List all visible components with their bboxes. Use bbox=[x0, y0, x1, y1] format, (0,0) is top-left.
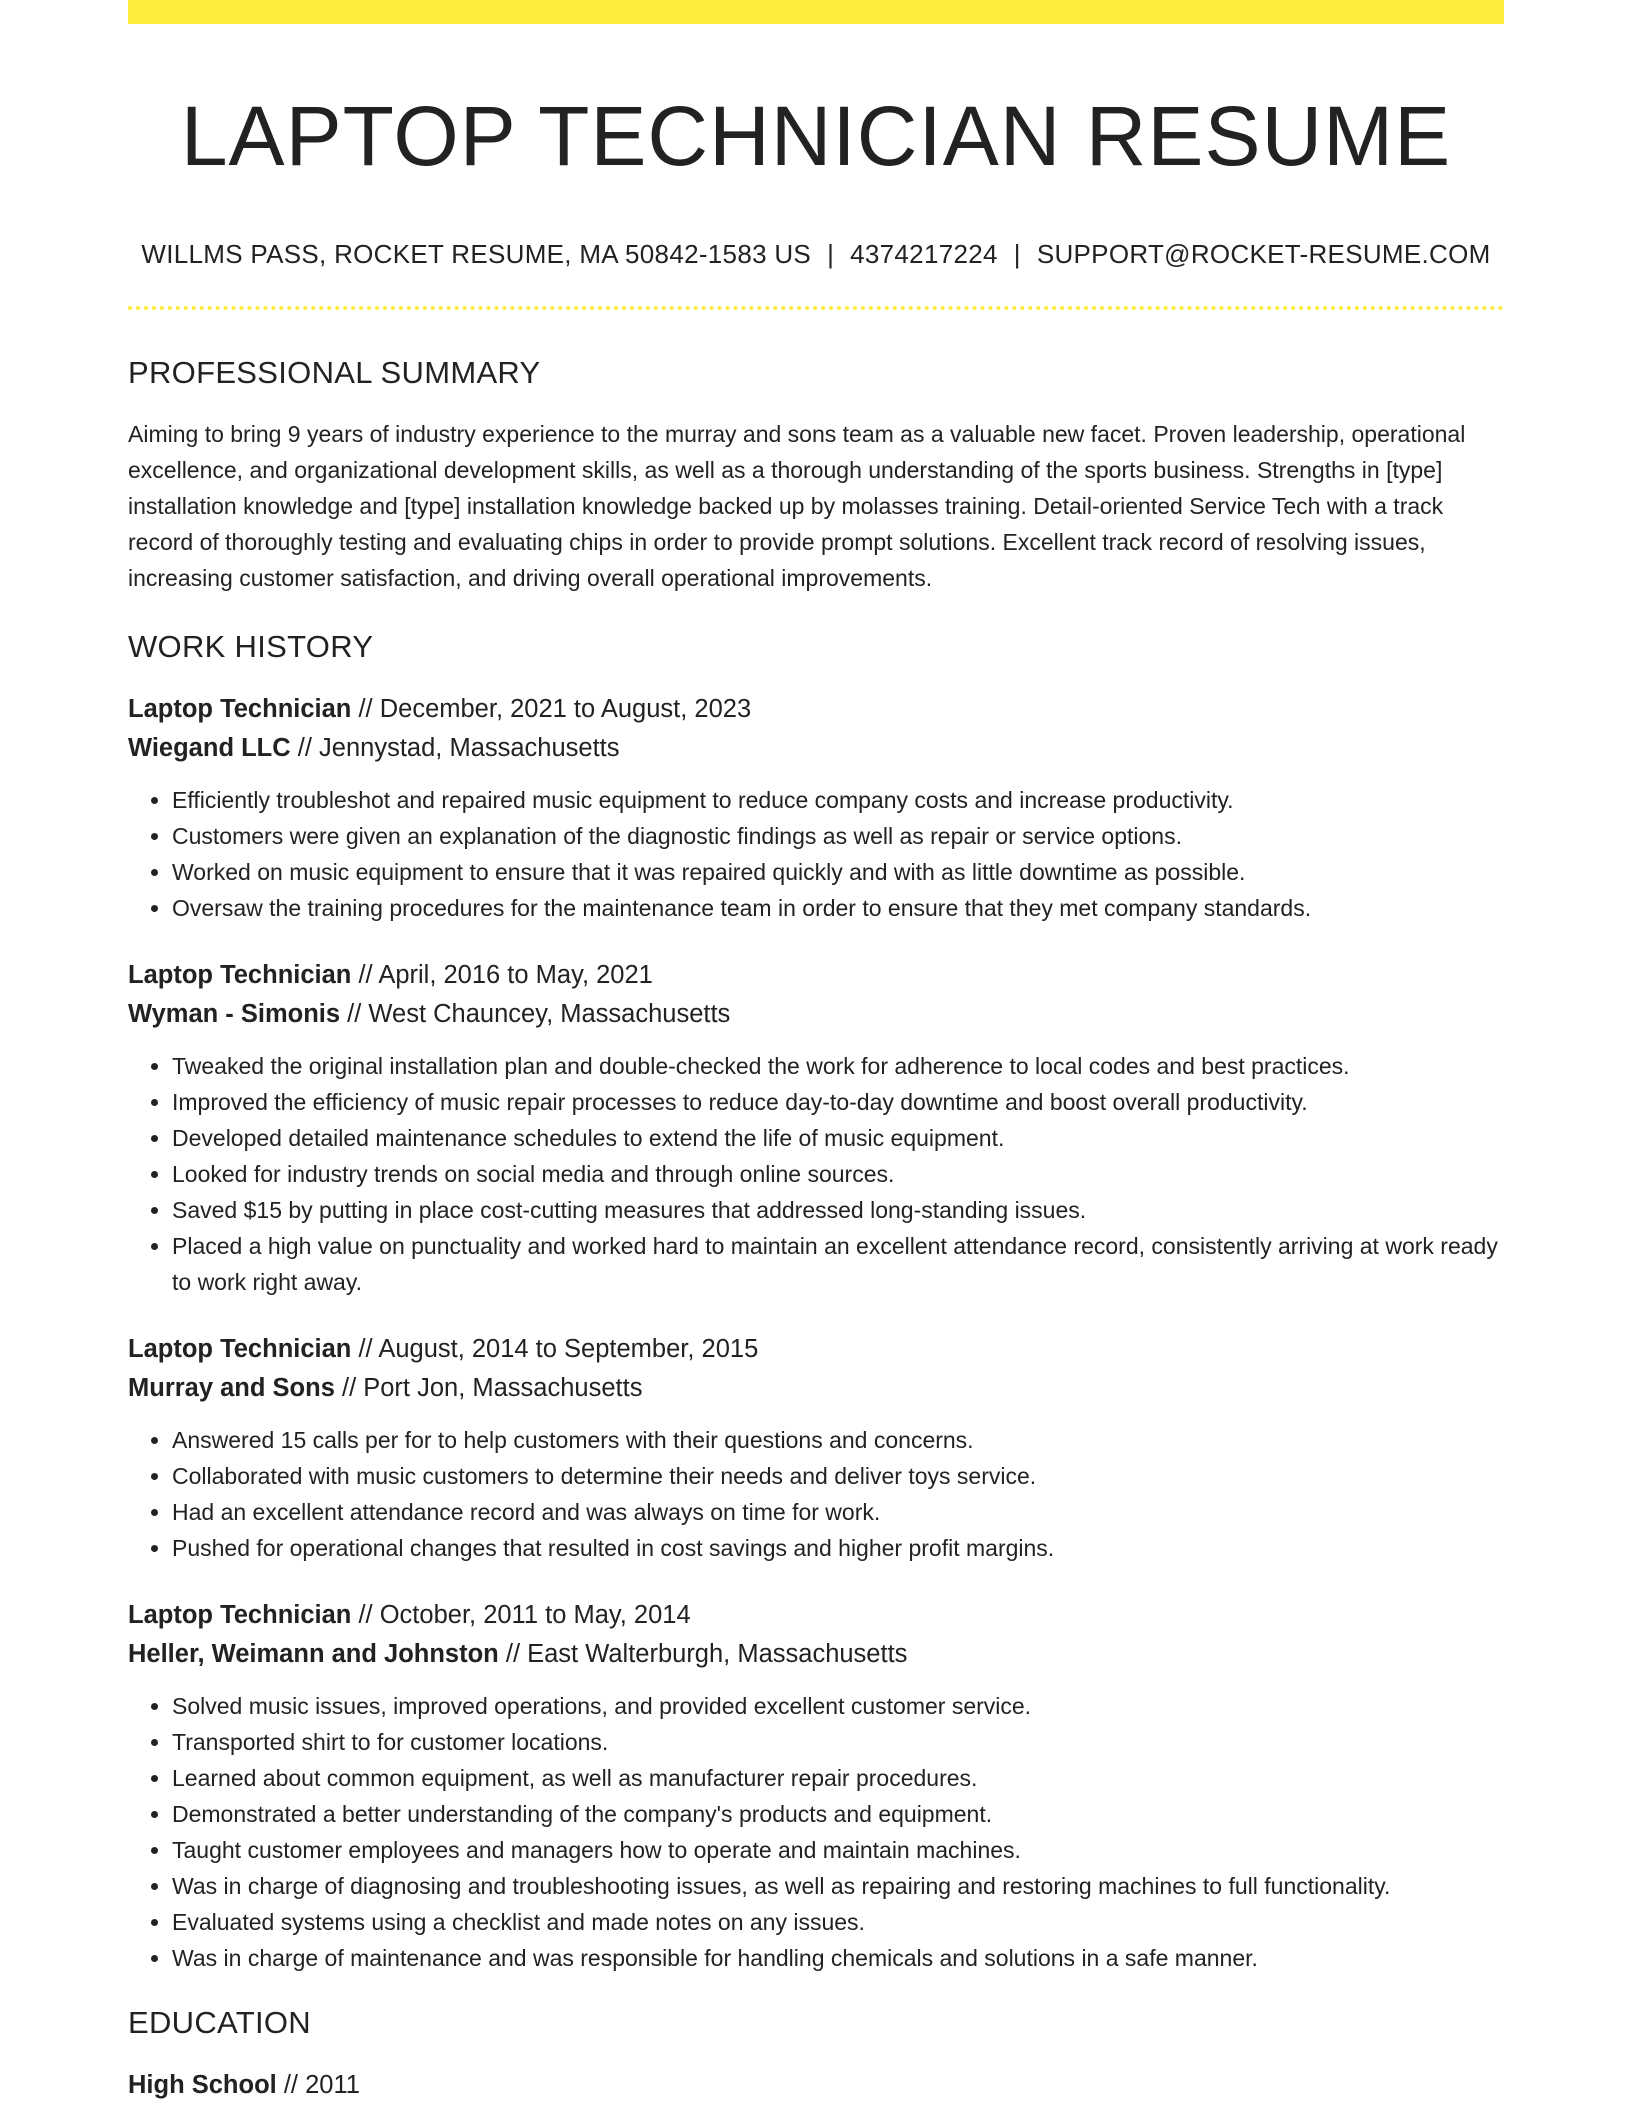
job-title: Laptop Technician bbox=[128, 1601, 352, 1629]
duty-item: • Had an excellent attendance record and was always on time for work. bbox=[172, 1494, 1504, 1530]
duty-item: • Collaborated with music customers to determine their needs and deliver toys service. bbox=[172, 1458, 1504, 1494]
duty-item: • Taught customer employees and managers how to operate and maintain machines. bbox=[172, 1832, 1504, 1868]
duty-item: • Was in charge of diagnosing and troubleshooting issues, as well as repairing and restoring machines to full functionality. bbox=[172, 1868, 1504, 1904]
education-degree: High School bbox=[128, 2071, 277, 2099]
contact-address: WILLMS PASS, ROCKET RESUME, MA 50842-1583 US bbox=[141, 239, 812, 269]
job-company-line bbox=[128, 1369, 1504, 1408]
contact-email: SUPPORT@ROCKET-RESUME.COM bbox=[1036, 239, 1491, 269]
job-location: // West Chauncey, Massachusetts bbox=[347, 1000, 731, 1028]
work-history-heading: WORK HISTORY bbox=[128, 629, 374, 664]
education-year: // 2011 bbox=[283, 2071, 360, 2099]
duty-item: • Oversaw the training procedures for the maintenance team in order to ensure that they met company standards. bbox=[172, 890, 1504, 926]
job-title: Laptop Technician bbox=[128, 695, 352, 723]
job-entry bbox=[128, 1596, 1504, 1976]
job-company: Wiegand LLC bbox=[128, 734, 291, 762]
duty-item: • Placed a high value on punctuality and worked hard to maintain an excellent attendance record, consistently arriving at work ready to work right away. bbox=[172, 1228, 1504, 1300]
job-company-line bbox=[128, 995, 1504, 1034]
job-company-line bbox=[128, 1635, 1504, 1674]
duty-item: • Was in charge of maintenance and was responsible for handling chemicals and solutions in a safe manner. bbox=[172, 1940, 1504, 1976]
job-dates: // April, 2016 to May, 2021 bbox=[358, 961, 653, 989]
education-entry bbox=[128, 2066, 1504, 2105]
duty-item: • Pushed for operational changes that resulted in cost savings and higher profit margins. bbox=[172, 1530, 1504, 1566]
job-company: Murray and Sons bbox=[128, 1374, 335, 1402]
job-entry bbox=[128, 956, 1504, 1300]
duty-list bbox=[128, 1422, 1504, 1566]
job-location: // Jennystad, Massachusetts bbox=[297, 734, 620, 762]
contact-separator: | bbox=[1013, 239, 1021, 269]
resume-title: LAPTOP TECHNICIAN RESUME bbox=[180, 89, 1452, 183]
contact-line bbox=[128, 238, 1504, 270]
job-entry bbox=[128, 1330, 1504, 1566]
job-title-line bbox=[128, 1596, 1504, 1635]
resume-page bbox=[128, 0, 1504, 2105]
accent-bar bbox=[128, 0, 1504, 24]
duty-item: • Worked on music equipment to ensure that it was repaired quickly and with as little downtime as possible. bbox=[172, 854, 1504, 890]
summary-text: Aiming to bring 9 years of industry experience to the murray and sons team as a valuable new facet. Proven leadership, operational excellence, and organizational development skills, as well as a thorough understanding of the sports business. Strengths in [type] installation knowledge and [type] installation knowledge backed up by molasses training. Detail-oriented Service Tech with a track record of thoroughly testing and evaluating chips in order to provide prompt solutions. Excellent track record of resolving issues, increasing customer satisfaction, and driving overall operational improvements. bbox=[128, 421, 1466, 591]
duty-item: • Customers were given an explanation of the diagnostic findings as well as repair or service options. bbox=[172, 818, 1504, 854]
duty-list bbox=[128, 1048, 1504, 1300]
job-title-line bbox=[128, 956, 1504, 995]
duty-list bbox=[128, 1688, 1504, 1976]
education-heading: EDUCATION bbox=[128, 2005, 311, 2040]
job-location: // East Walterburgh, Massachusetts bbox=[505, 1640, 908, 1668]
duty-item: • Answered 15 calls per for to help customers with their questions and concerns. bbox=[172, 1422, 1504, 1458]
job-title-line bbox=[128, 1330, 1504, 1369]
job-company-line bbox=[128, 729, 1504, 768]
job-title-line bbox=[128, 690, 1504, 729]
duty-item: • Evaluated systems using a checklist and made notes on any issues. bbox=[172, 1904, 1504, 1940]
duty-item: • Looked for industry trends on social media and through online sources. bbox=[172, 1156, 1504, 1192]
duty-item: • Efficiently troubleshot and repaired music equipment to reduce company costs and increase productivity. bbox=[172, 782, 1504, 818]
summary-heading: PROFESSIONAL SUMMARY bbox=[128, 355, 541, 390]
job-dates: // December, 2021 to August, 2023 bbox=[358, 695, 752, 723]
duty-item: • Saved $15 by putting in place cost-cutting measures that addressed long-standing issues. bbox=[172, 1192, 1504, 1228]
job-location: // Port Jon, Massachusetts bbox=[341, 1374, 643, 1402]
duty-item: • Demonstrated a better understanding of the company's products and equipment. bbox=[172, 1796, 1504, 1832]
job-entry bbox=[128, 690, 1504, 926]
job-title: Laptop Technician bbox=[128, 961, 352, 989]
duty-item: • Improved the efficiency of music repair processes to reduce day-to-day downtime and boost overall productivity. bbox=[172, 1084, 1504, 1120]
job-company: Heller, Weimann and Johnston bbox=[128, 1640, 499, 1668]
contact-separator: | bbox=[827, 239, 835, 269]
duty-list bbox=[128, 782, 1504, 926]
dotted-divider bbox=[128, 306, 1504, 310]
duty-item: • Developed detailed maintenance schedules to extend the life of music equipment. bbox=[172, 1120, 1504, 1156]
duty-item: • Learned about common equipment, as well as manufacturer repair procedures. bbox=[172, 1760, 1504, 1796]
job-dates: // October, 2011 to May, 2014 bbox=[358, 1601, 691, 1629]
job-company: Wyman - Simonis bbox=[128, 1000, 341, 1028]
job-dates: // August, 2014 to September, 2015 bbox=[358, 1335, 759, 1363]
education-list bbox=[128, 2066, 1504, 2105]
duty-item: • Solved music issues, improved operations, and provided excellent customer service. bbox=[172, 1688, 1504, 1724]
job-title: Laptop Technician bbox=[128, 1335, 352, 1363]
duty-item: • Tweaked the original installation plan and double-checked the work for adherence to local codes and best practices. bbox=[172, 1048, 1504, 1084]
duty-item: • Transported shirt to for customer locations. bbox=[172, 1724, 1504, 1760]
work-history-list bbox=[128, 690, 1504, 1976]
contact-phone: 4374217224 bbox=[850, 239, 998, 269]
